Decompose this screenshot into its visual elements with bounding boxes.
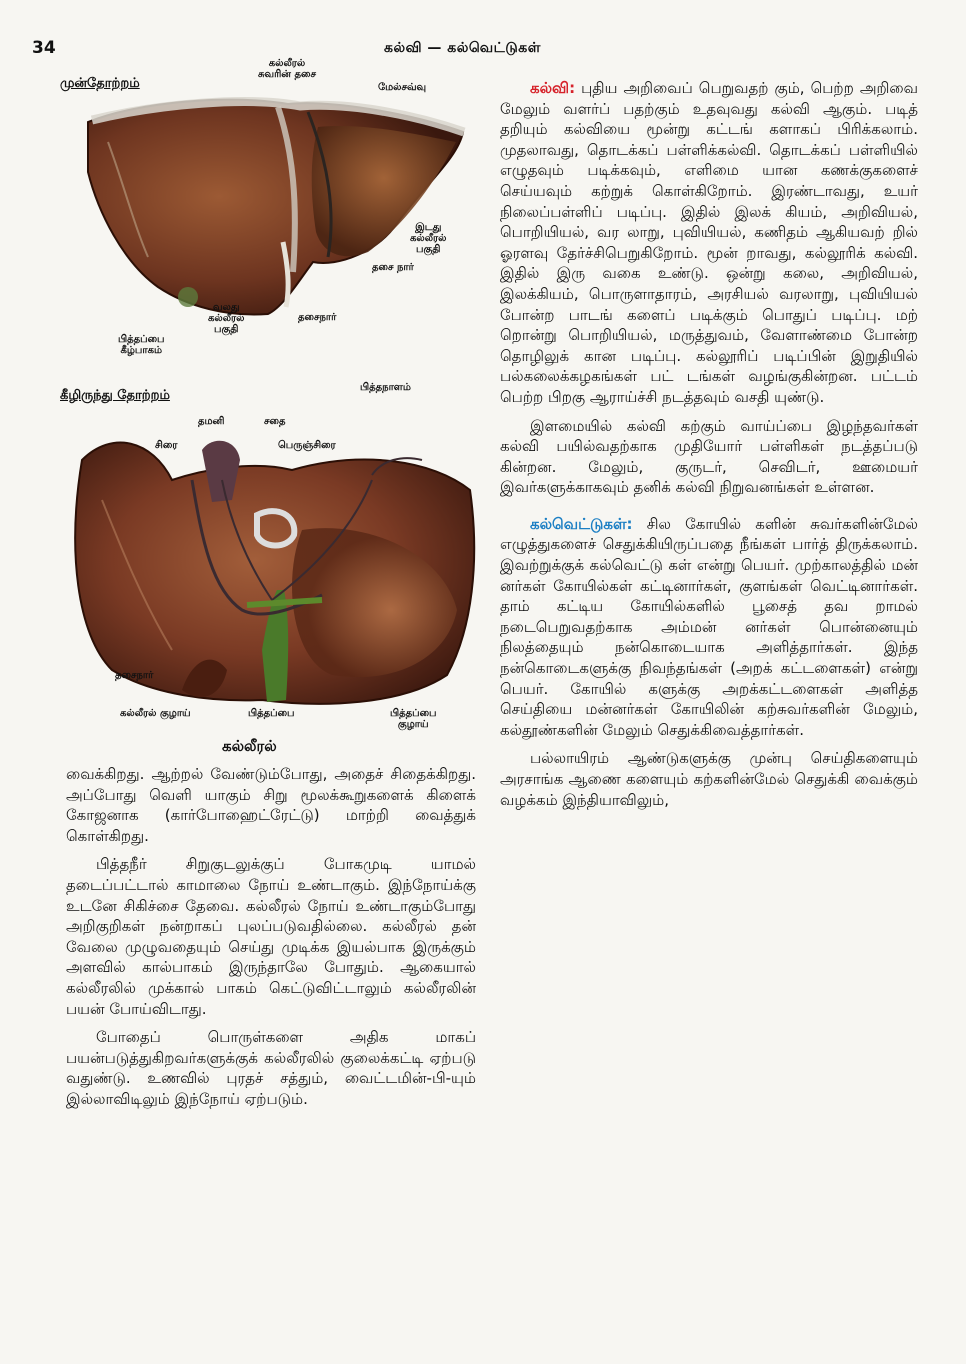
liver-front-illustration bbox=[78, 82, 478, 347]
liver-bottom-illustration bbox=[62, 420, 482, 710]
label-gallbladder-tube: பித்தப்பை குழாய் bbox=[390, 708, 437, 730]
running-title: கல்வி — கல்வெட்டுகள் bbox=[384, 40, 541, 56]
kalvi-paragraph-2: இளமையில் கல்வி கற்கும் வாய்ப்பை இழந்தவர்கள் கல்வி பயில்வதற்காக முதியோர் பள்ளிகள் நடத்தப்படு கின்றன. மேலும், குருடர், செவிடர், ஊமையர் இவர்களுக்காகவும் தனிக் கல்வி நிறுவனங்கள் உள்ளன. bbox=[500, 416, 918, 497]
kalvettu-text-1: சில கோயில் களின் சுவர்களின்மேல் எழுத்துகளைச் செதுக்கியிருப்பதை நீங்கள் பார்த் திருக்கலாம். இவற்றுக்குக் கல்வெட்டு கள் என்று பெயர். முற்காலத்தில் மன் னர்கள் கோயில்கள் கட்டினார்கள், குளங்கள் வெட்டினார்கள். தாம் கட்டிய கோயில்களில் பூசைத் தவ றாமல் நடைபெறுவதற்காக அம்மன் னர்கள் பொன்னையும் நிலத்தையும் நன்கொடையாக அளித்தார்கள். இந்த நன்கொடைகளுக்கு நிவந்தங்கள் (அறக் கட்டளைகள்) என்று பெயர். கோயில் களுக்கு அறக்கட்டளைகள் அளித்த செய்தியை மன்னர்கள் கோயிலின் கற்சுவர்களின் மேலும், கல்தூண்களின் மேலும் செதுக்கிவைத்தார்கள். bbox=[500, 514, 918, 739]
figure-caption: கல்லீரல் bbox=[222, 737, 277, 755]
label-gallbladder: பித்தப்பை bbox=[248, 708, 295, 719]
label-left-lobe: இடது கல்லீரல் பகுதி bbox=[410, 222, 447, 255]
kalvi-text-1: புதிய அறிவைப் பெறுவதற் கும், பெற்ற அறிவை மேலும் வளர்ப் பதற்கும் உதவுவது கல்வி ஆகும். படித் தறியும் கல்வியை மூன்று கட்டங் களாகப் பிரிக்கலாம். முதலாவது, தொடக்கப் பள்ளிக்கல்வி. தொடக்கப் பள்ளியில் எழுதவும் படிக்கவும், எளிமை யான கணக்குகளைச் செய்யவும் கற்றுக் கொள்கிறோம். இரண்டாவது, உயர் நிலைப்பள்ளிப் படிப்பு. இதில் இலக் கியம், அறிவியல், பொறியியல், வர லாறு, புவியியல், கணிதம் ஆகியவற் றில் ஓரளவு தேர்ச்சிபெறுகிறோம். மூன் றாவது, கல்லூரிக் கல்வி. இதில் இரு வகை உண்டு. ஒன்று கலை, அறிவியல், இலக்கியம், பொருளாதாரம், அரசியல் வரலாறு, புவியியல் போன்ற பாடங் களைப் படிக்கும் பொதுப் படிப்பு. மற் றொன்று பொறியியல், மருத்துவம், வேளாண்மை போன்ற தொழிலுக் கான படிப்பு. கல்லூரிப் படிப்பின் இறுதியில் பல்கலைக்கழகங்கள் பட் டங்கள் வழங்குகின்றன. பட்டம் பெற்ற பிறகு ஆராய்ச்சி நடத்தவும் வசதி யுண்டு. bbox=[500, 79, 918, 406]
left-paragraph-1: வைக்கிறது. ஆற்றல் வேண்டும்போது, அதைச் சிதைக்கிறது. அப்போது வெளி யாகும் சிறு மூலக்கூறுகளைக் கிளைக் கோஜனாக (கார்போஹைட்ரேட்டு) மாற்றி வைத்துக் கொள்கிறது. bbox=[66, 765, 476, 845]
label-gallbladder-lower: பித்தப்பை கீழ்பாகம் bbox=[118, 334, 165, 356]
label-top-cover: மேல்சவ்வு bbox=[378, 82, 427, 93]
label-great-vein: பெருஞ்சிரை bbox=[278, 440, 336, 451]
label-muscle: சதை bbox=[264, 416, 286, 427]
front-view-title: முன்தோற்றம் bbox=[60, 76, 140, 91]
kalvettu-heading: கல்வெட்டுகள்: bbox=[530, 514, 633, 533]
kalvi-paragraph-1 bbox=[500, 78, 918, 408]
label-ligament: தசைநார் bbox=[115, 670, 154, 681]
kalvettu-paragraph-2: பல்லாயிரம் ஆண்டுகளுக்கு முன்பு செய்திகளையும் அரசாங்க ஆணை களையும் கற்களின்மேல் செதுக்கி வைக்கும் வழக்கம் இந்தியாவிலும், bbox=[500, 749, 918, 809]
right-column bbox=[500, 78, 918, 818]
left-column bbox=[66, 764, 476, 1118]
label-muscle-fibre-2: தசைநார் bbox=[298, 312, 337, 323]
label-liver-tube: கல்லீரல் குழாய் bbox=[120, 708, 191, 719]
label-artery: தமனி bbox=[198, 416, 225, 427]
label-bile-duct: பித்தநாளம் bbox=[360, 382, 411, 393]
kalvi-heading: கல்வி: bbox=[530, 79, 576, 97]
label-muscle-fibre-1: தசை நார் bbox=[372, 262, 414, 273]
label-wall-muscle: கல்லீரல் சுவரின் தசை bbox=[258, 58, 316, 80]
label-right-lobe: வலது கல்லீரல் பகுதி bbox=[208, 302, 245, 335]
left-paragraph-3: போதைப் பொருள்களை அதிக மாகப் பயன்படுத்துகிறவர்களுக்குக் கல்லீரலில் குலைக்கட்டி ஏற்படு வதுண்டு. உணவில் புரதச் சத்தும், வைட்டமின்-பி-யும் இல்லாவிடிலும் இந்நோய் ஏற்படும். bbox=[66, 1028, 476, 1108]
bottom-view-title: கீழிருந்து தோற்றம் bbox=[60, 388, 170, 403]
label-vein: சிரை bbox=[155, 440, 178, 451]
kalvettu-paragraph-1 bbox=[500, 514, 918, 741]
page-number: 34 bbox=[32, 38, 56, 58]
left-paragraph-2: பித்தநீர் சிறுகுடலுக்குப் போகமுடி யாமல் தடைப்பட்டால் காமாலை நோய் உண்டாகும். இந்நோய்க்கு உடனே சிகிச்சை தேவை. கல்லீரல் நோய் உண்டாகும்போது அறிகுறிகள் நன்றாகப் புலப்படுவதில்லை. கல்லீரல் தன் வேலை முழுவதையும் செய்து முடிக்க இயல்பாக இருக்கும் அளவில் கால்பாகம் இருந்தாலே போதும். ஆகையால் கல்லீரலில் முக்கால் பாகம் கெட்டுவிட்டாலும் கல்லீரலின் பயன் போய்விடாது. bbox=[66, 855, 476, 1018]
